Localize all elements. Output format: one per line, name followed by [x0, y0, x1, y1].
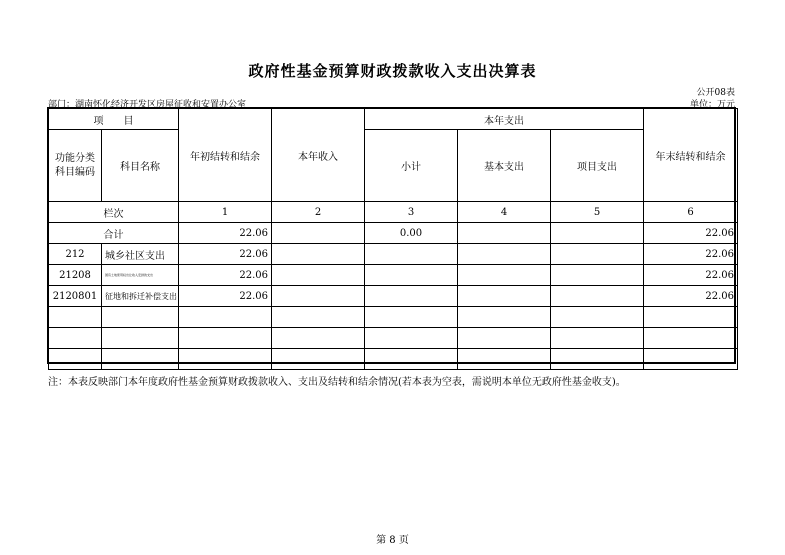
header-basic-expense: 基本支出 [458, 130, 551, 202]
header-project-expense: 项目支出 [551, 130, 644, 202]
header-subtotal: 小计 [365, 130, 458, 202]
header-expense-group: 本年支出 [365, 109, 644, 130]
table-row [49, 328, 738, 349]
income-cell [272, 265, 365, 286]
total-project [551, 223, 644, 244]
report-title: 政府性基金预算财政拨款收入支出决算表 [248, 62, 537, 80]
basic-cell [458, 286, 551, 307]
project-cell [551, 244, 644, 265]
project-cell [551, 307, 644, 328]
total-begin-balance: 22.06 [179, 223, 272, 244]
table-row [49, 349, 738, 370]
col-num: 5 [551, 202, 644, 223]
header-subject-name: 科目名称 [102, 130, 179, 202]
total-end-balance: 22.06 [644, 223, 738, 244]
subtotal-cell [365, 328, 458, 349]
header-end-balance: 年末结转和结余 [644, 109, 738, 202]
column-number-row [49, 202, 738, 223]
unit-label: 单位：万元 [689, 100, 735, 110]
basic-cell [458, 328, 551, 349]
begin-balance-cell [179, 328, 272, 349]
total-income [272, 223, 365, 244]
func-code-cell: 212 [49, 244, 102, 265]
subject-name-cell [102, 307, 179, 328]
budget-table [48, 108, 738, 370]
footnote: 注：本表反映部门本年度政府性基金预算财政拨款收入、支出及结转和结余情况(若本表为空表，需说明本单位无政府性基金收支)。 [48, 377, 626, 388]
col-num: 1 [179, 202, 272, 223]
begin-balance-cell: 22.06 [179, 265, 272, 286]
income-cell [272, 328, 365, 349]
total-label: 合计 [49, 223, 179, 244]
income-cell [272, 286, 365, 307]
project-cell [551, 265, 644, 286]
table-row [49, 286, 738, 307]
subtotal-cell [365, 307, 458, 328]
func-code-cell: 2120801 [49, 286, 102, 307]
func-code-cell [49, 328, 102, 349]
subject-name-cell [102, 349, 179, 370]
end-balance-cell: 22.06 [644, 244, 738, 265]
total-row [49, 223, 738, 244]
row-no-label: 栏次 [49, 202, 179, 223]
begin-balance-cell: 22.06 [179, 244, 272, 265]
income-cell [272, 244, 365, 265]
col-num: 6 [644, 202, 738, 223]
table-row [49, 244, 738, 265]
header-begin-balance: 年初结转和结余 [179, 109, 272, 202]
end-balance-cell [644, 328, 738, 349]
subtotal-cell [365, 349, 458, 370]
func-code-cell [49, 307, 102, 328]
table-row [49, 307, 738, 328]
basic-cell [458, 244, 551, 265]
table-row [49, 265, 738, 286]
subtotal-cell [365, 265, 458, 286]
subtotal-cell [365, 244, 458, 265]
header-row-2 [49, 130, 738, 158]
page-number: 第 8 页 [376, 535, 409, 546]
header-income: 本年收入 [272, 109, 365, 202]
basic-cell [458, 307, 551, 328]
basic-cell [458, 265, 551, 286]
begin-balance-cell [179, 349, 272, 370]
col-num: 2 [272, 202, 365, 223]
col-num: 4 [458, 202, 551, 223]
project-cell [551, 286, 644, 307]
income-cell [272, 349, 365, 370]
department-label: 部门：湖南怀化经济开发区房屋征收和安置办公室 [48, 100, 247, 110]
end-balance-cell [644, 349, 738, 370]
header-func-code: 功能分类 科目编码 [49, 130, 102, 202]
subject-name-cell: 国有土地使用权出让收入安排的支出 [102, 265, 179, 286]
subject-name-cell: 征地和拆迁补偿支出 [102, 286, 179, 307]
begin-balance-cell [179, 307, 272, 328]
header-row-1 [49, 109, 738, 130]
total-subtotal: 0.00 [365, 223, 458, 244]
basic-cell [458, 349, 551, 370]
end-balance-cell [644, 307, 738, 328]
func-code-cell [49, 349, 102, 370]
header-item: 项 目 [49, 109, 179, 130]
col-num: 3 [365, 202, 458, 223]
project-cell [551, 349, 644, 370]
form-code: 公开08表 [696, 88, 735, 98]
subtotal-cell [365, 286, 458, 307]
end-balance-cell: 22.06 [644, 286, 738, 307]
income-cell [272, 307, 365, 328]
total-basic [458, 223, 551, 244]
begin-balance-cell: 22.06 [179, 286, 272, 307]
subject-name-cell: 城乡社区支出 [102, 244, 179, 265]
func-code-cell: 21208 [49, 265, 102, 286]
project-cell [551, 328, 644, 349]
end-balance-cell: 22.06 [644, 265, 738, 286]
subject-name-cell [102, 328, 179, 349]
